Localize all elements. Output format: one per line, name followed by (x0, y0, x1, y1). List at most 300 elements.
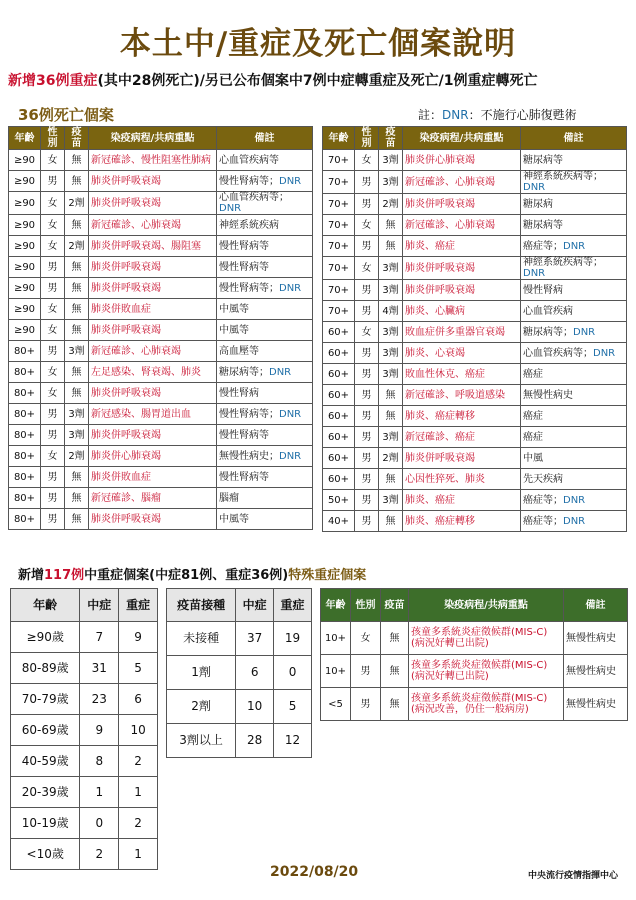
vaccine-cell: 3劑 (65, 341, 89, 362)
death-case-row (323, 469, 627, 490)
column-header: 備註 (217, 127, 313, 150)
remark-cell (217, 404, 313, 425)
page-subtitle (8, 70, 634, 90)
age-row (11, 622, 158, 653)
illness-cell: 新冠確診、心肺衰竭 (89, 215, 217, 236)
sex-cell: 男 (355, 171, 379, 194)
death-case-row (323, 343, 627, 364)
remark-text: 糖尿病等 (523, 219, 563, 231)
death-case-row (9, 320, 313, 341)
death-case-row (9, 383, 313, 404)
illness-cell: 肺炎、心衰竭 (403, 343, 521, 364)
column-header: 疫苗 (65, 127, 89, 150)
illness-cell: 肺炎併呼吸衰竭 (403, 194, 521, 215)
sex-cell: 男 (355, 469, 379, 490)
remark-cell (521, 385, 627, 406)
death-case-row (9, 341, 313, 362)
sex-cell: 男 (41, 509, 65, 530)
vaccine-cell: 無 (379, 215, 403, 236)
death-case-row (9, 171, 313, 192)
remark-cell (217, 446, 313, 467)
illness-cell: 心因性猝死、肺炎 (403, 469, 521, 490)
illness-cell: 肺炎併呼吸衰竭 (89, 509, 217, 530)
column-header: 中症 (236, 589, 274, 622)
sex-cell: 女 (355, 257, 379, 280)
remark-text: 癌症 (523, 410, 543, 422)
remark-cell (217, 488, 313, 509)
age-table-header (11, 589, 158, 622)
remark-text: 慢性腎病 (523, 284, 563, 296)
remark-text: 心血管疾病 (523, 305, 573, 317)
age-cell: ≥90 (9, 192, 41, 215)
deaths-header-row (323, 127, 627, 150)
vaccine-cell: 2劑 (379, 194, 403, 215)
death-case-row (323, 427, 627, 448)
age-cell: 70+ (323, 280, 355, 301)
vaccine-cell: 3劑 (379, 171, 403, 194)
vaccine-cell: 無 (65, 215, 89, 236)
vaccine-cell: 無 (65, 320, 89, 341)
remark-text: 慢性腎病等； (219, 282, 279, 294)
column-header: 年齡 (323, 127, 355, 150)
remark-text: 慢性腎病等 (219, 261, 269, 273)
age-cell: 60+ (323, 448, 355, 469)
deaths-section-title: 36例死亡個案 (18, 106, 114, 124)
column-header: 染疫病程/共病重點 (403, 127, 521, 150)
illness-cell: 孩童多系統炎症徵候群(MIS-C) (病況改善，仍住一般病房) (409, 688, 564, 721)
illness-cell: 新冠感染、腸胃道出血 (89, 404, 217, 425)
remark-text: 癌症等； (523, 494, 563, 506)
remark-cell (521, 511, 627, 532)
vaccine-cell: 無 (65, 171, 89, 192)
illness-cell: 肺炎併呼吸衰竭 (89, 192, 217, 215)
column-header: 備註 (521, 127, 627, 150)
age-cell: 60+ (323, 364, 355, 385)
age-cell: 80+ (9, 446, 41, 467)
illness-cell: 肺炎併呼吸衰竭 (89, 425, 217, 446)
sex-cell: 男 (351, 655, 381, 688)
sex-cell: 女 (41, 299, 65, 320)
table-cell: 60-69歲 (11, 715, 80, 746)
sex-cell: 男 (41, 171, 65, 192)
age-cell: 70+ (323, 215, 355, 236)
remark-text: 慢性腎病等； (219, 408, 279, 420)
mis-c-row (321, 688, 628, 721)
death-case-row (323, 215, 627, 236)
death-case-row (9, 509, 313, 530)
illness-cell: 肺炎、心臟病 (403, 301, 521, 322)
sex-cell: 女 (351, 622, 381, 655)
age-cell: 70+ (323, 194, 355, 215)
vaccine-cell: 無 (65, 362, 89, 383)
table-cell: 3劑以上 (167, 724, 236, 758)
death-case-row (323, 171, 627, 194)
age-cell: 60+ (323, 343, 355, 364)
sex-cell: 男 (355, 427, 379, 448)
remark-cell (521, 301, 627, 322)
table-cell: 6 (236, 656, 274, 690)
illness-cell: 肺炎併呼吸衰竭 (403, 280, 521, 301)
age-row (11, 653, 158, 684)
death-case-row (323, 511, 627, 532)
illness-cell: 孩童多系統炎症徵候群(MIS-C) (病況好轉已出院) (409, 622, 564, 655)
vaccine-cell: 無 (381, 622, 409, 655)
remark-cell (521, 364, 627, 385)
table-cell: 8 (80, 746, 119, 777)
remark-cell (521, 236, 627, 257)
remark-cell (521, 194, 627, 215)
vaccine-cell: 無 (379, 469, 403, 490)
death-case-row (9, 192, 313, 215)
sex-cell: 女 (355, 215, 379, 236)
death-case-row (9, 362, 313, 383)
mis-c-row (321, 622, 628, 655)
sex-cell: 男 (41, 488, 65, 509)
vaccine-cell: 無 (381, 655, 409, 688)
page-title: 本土中/重症及死亡個案說明 (119, 26, 517, 62)
death-case-row (323, 448, 627, 469)
death-case-row (323, 490, 627, 511)
dnr-label: DNR (279, 408, 302, 420)
death-case-row (9, 257, 313, 278)
sex-cell: 女 (41, 236, 65, 257)
age-cell: ≥90 (9, 150, 41, 171)
illness-cell: 新冠確診、心肺衰竭 (403, 171, 521, 194)
age-cell: 70+ (323, 150, 355, 171)
age-cell: ≥90 (9, 257, 41, 278)
vaccine-cell: 無 (381, 688, 409, 721)
remark-cell (217, 171, 313, 192)
remark-cell (521, 448, 627, 469)
illness-cell: 新冠確診、癌症 (403, 427, 521, 448)
sex-cell: 女 (41, 215, 65, 236)
death-case-row (9, 278, 313, 299)
age-cell: 80+ (9, 467, 41, 488)
vaccine-cell: 無 (379, 385, 403, 406)
age-row (11, 715, 158, 746)
remark-cell (521, 215, 627, 236)
deaths-table-right (322, 126, 627, 532)
age-cell: 70+ (323, 171, 355, 194)
vaccine-row (167, 690, 312, 724)
table-cell: 28 (236, 724, 274, 758)
age-cell: 80+ (9, 509, 41, 530)
death-case-row (9, 488, 313, 509)
age-cell: 80+ (9, 383, 41, 404)
sex-cell: 女 (41, 192, 65, 215)
table-cell: 10 (236, 690, 274, 724)
age-cell: 60+ (323, 469, 355, 490)
remark-cell (217, 278, 313, 299)
death-case-row (323, 150, 627, 171)
table-cell: 5 (119, 653, 158, 684)
dnr-label: DNR (279, 450, 302, 462)
sex-cell: 男 (355, 194, 379, 215)
dnr-label: DNR (563, 240, 586, 252)
note-prefix: 註： (418, 108, 443, 122)
illness-cell: 肺炎併敗血症 (89, 467, 217, 488)
remark-text: 心血管疾病等 (219, 154, 279, 166)
remark-text: 糖尿病等； (523, 326, 573, 338)
age-cell: ≥90 (9, 215, 41, 236)
vaccine-cell: 2劑 (379, 448, 403, 469)
note-dnr: DNR (442, 108, 469, 122)
age-cell: ≥90 (9, 278, 41, 299)
table-cell: 6 (119, 684, 158, 715)
column-header: 性別 (41, 127, 65, 150)
dnr-label: DNR (593, 347, 616, 359)
remark-cell (217, 320, 313, 341)
table-cell: 5 (274, 690, 312, 724)
remark-text: 無慢性病史 (523, 389, 573, 401)
sex-cell: 男 (355, 385, 379, 406)
remark-text: 慢性腎病等 (219, 429, 269, 441)
age-cell: 70+ (323, 257, 355, 280)
remark-text: 中風等 (219, 324, 249, 336)
sex-cell: 女 (41, 362, 65, 383)
dnr-label: DNR (279, 282, 302, 294)
sex-cell: 男 (355, 301, 379, 322)
illness-cell: 肺炎併呼吸衰竭 (89, 278, 217, 299)
illness-cell: 新冠確診、慢性阻塞性肺病 (89, 150, 217, 171)
age-cell: ≥90 (9, 171, 41, 192)
vaccine-cell: 無 (65, 488, 89, 509)
sex-cell: 男 (355, 511, 379, 532)
remark-cell (521, 427, 627, 448)
table-cell: 9 (119, 622, 158, 653)
remark-cell (217, 425, 313, 446)
remark-cell (217, 362, 313, 383)
deaths-header-row (9, 127, 313, 150)
vaccine-table-header (167, 589, 312, 622)
illness-cell: 肺炎、癌症轉移 (403, 511, 521, 532)
illness-cell: 肺炎併心肺衰竭 (89, 446, 217, 467)
remark-text: 慢性腎病等； (219, 175, 279, 187)
vaccine-cell: 無 (65, 509, 89, 530)
remark-cell: 無慢性病史 (564, 622, 628, 655)
dnr-label: DNR (523, 268, 546, 279)
death-case-row (9, 215, 313, 236)
age-cell: 50+ (323, 490, 355, 511)
table-cell: 2 (119, 746, 158, 777)
table-cell: 未接種 (167, 622, 236, 656)
sex-cell: 女 (41, 150, 65, 171)
illness-cell: 肺炎併呼吸衰竭 (89, 171, 217, 192)
dnr-label: DNR (269, 366, 292, 378)
age-cell: 10+ (321, 622, 351, 655)
column-header: 性別 (351, 589, 381, 622)
subtitle-highlight: 新增36例重症 (8, 73, 98, 89)
dnr-label: DNR (563, 494, 586, 506)
illness-cell: 新冠確診、腦瘤 (89, 488, 217, 509)
vaccine-row (167, 622, 312, 656)
remark-cell (521, 257, 627, 280)
table-cell: 1 (119, 839, 158, 870)
age-cell: 40+ (323, 511, 355, 532)
vaccine-cell: 3劑 (65, 404, 89, 425)
column-header: 重症 (274, 589, 312, 622)
remark-text: 中風等 (219, 513, 249, 525)
remark-text: 癌症等； (523, 240, 563, 252)
sex-cell: 男 (355, 236, 379, 257)
age-cell: 80+ (9, 362, 41, 383)
dnr-label: DNR (279, 175, 302, 187)
remark-cell: 無慢性病史 (564, 655, 628, 688)
remark-cell (217, 257, 313, 278)
mis-c-row (321, 655, 628, 688)
vaccine-cell: 無 (65, 278, 89, 299)
report-date: 2022/08/20 (270, 864, 359, 880)
sex-cell: 女 (355, 322, 379, 343)
vaccine-cell: 3劑 (379, 343, 403, 364)
table-cell: 80-89歲 (11, 653, 80, 684)
column-header: 年齡 (11, 589, 80, 622)
illness-cell: 敗血症併多重器官衰竭 (403, 322, 521, 343)
table-cell: 9 (80, 715, 119, 746)
death-case-row (323, 236, 627, 257)
sex-cell: 男 (41, 404, 65, 425)
sex-cell: 女 (41, 320, 65, 341)
remark-cell (217, 467, 313, 488)
dnr-label: DNR (573, 326, 596, 338)
remark-text: 慢性腎病等 (219, 471, 269, 483)
sex-cell: 女 (355, 150, 379, 171)
table-cell: 0 (80, 808, 119, 839)
age-row (11, 684, 158, 715)
vaccine-cell: 3劑 (379, 257, 403, 280)
table-cell: 12 (274, 724, 312, 758)
special-cases-label: 特殊重症個案 (288, 568, 367, 583)
remark-text: 神經系統疾病等； (523, 257, 603, 268)
column-header: 年齡 (9, 127, 41, 150)
age-cell: 80+ (9, 404, 41, 425)
illness-cell: 肺炎併呼吸衰竭 (403, 257, 521, 280)
remark-text: 糖尿病 (523, 198, 553, 210)
vaccine-cell: 無 (65, 257, 89, 278)
vaccine-cell: 2劑 (65, 446, 89, 467)
death-case-row (9, 425, 313, 446)
remark-cell (521, 490, 627, 511)
column-header: 備註 (564, 589, 628, 622)
sex-cell: 男 (355, 280, 379, 301)
age-cell: 70+ (323, 301, 355, 322)
remark-cell (521, 150, 627, 171)
table-cell: 10 (119, 715, 158, 746)
age-row (11, 746, 158, 777)
sex-cell: 男 (41, 278, 65, 299)
remark-text: 心血管疾病等； (219, 192, 289, 203)
vaccine-cell: 3劑 (379, 280, 403, 301)
remark-cell (521, 469, 627, 490)
illness-cell: 肺炎、癌症 (403, 490, 521, 511)
table-cell: 1劑 (167, 656, 236, 690)
remark-cell (217, 383, 313, 404)
vaccine-cell: 3劑 (379, 490, 403, 511)
column-header: 疫苗 (381, 589, 409, 622)
column-header: 染疫病程/共病重點 (409, 589, 564, 622)
table-cell: 37 (236, 622, 274, 656)
table-cell: ≥90歲 (11, 622, 80, 653)
illness-cell: 肺炎、癌症 (403, 236, 521, 257)
death-case-row (9, 404, 313, 425)
age-cell: 60+ (323, 427, 355, 448)
table-cell: 70-79歲 (11, 684, 80, 715)
table-cell: 0 (274, 656, 312, 690)
sex-cell: 男 (355, 406, 379, 427)
column-header: 疫苗接種 (167, 589, 236, 622)
table-cell: 10-19歲 (11, 808, 80, 839)
mis-c-table (320, 588, 628, 721)
table-cell: 2 (119, 808, 158, 839)
sex-cell: 男 (351, 688, 381, 721)
illness-cell: 肺炎併心肺衰竭 (403, 150, 521, 171)
vaccine-row (167, 656, 312, 690)
remark-text: 癌症 (523, 368, 543, 380)
mis-table-header (321, 589, 628, 622)
death-case-row (9, 150, 313, 171)
illness-cell: 孩童多系統炎症徵候群(MIS-C) (病況好轉已出院) (409, 655, 564, 688)
remark-text: 糖尿病等； (219, 366, 269, 378)
age-cell: 60+ (323, 322, 355, 343)
death-case-row (9, 467, 313, 488)
vaccine-cell: 3劑 (379, 427, 403, 448)
vaccine-cell: 3劑 (379, 322, 403, 343)
new-cases-count: 117例 (44, 568, 85, 583)
table-cell: 23 (80, 684, 119, 715)
table-cell: 40-59歲 (11, 746, 80, 777)
column-header: 染疫病程/共病重點 (89, 127, 217, 150)
vaccine-cell: 無 (379, 236, 403, 257)
remark-text: 中風 (523, 452, 543, 464)
age-cell: 70+ (323, 236, 355, 257)
death-case-row (323, 322, 627, 343)
illness-cell: 左足感染、腎衰竭、肺炎 (89, 362, 217, 383)
sex-cell: 女 (41, 383, 65, 404)
new-cases-title (18, 564, 366, 583)
table-cell: <10歲 (11, 839, 80, 870)
subtitle-rest: (其中28例死亡)/另已公布個案中7例中症轉重症及死亡/1例重症轉死亡 (97, 73, 538, 89)
vaccine-row (167, 724, 312, 758)
dnr-label: DNR (523, 182, 546, 193)
age-cell: 60+ (323, 385, 355, 406)
age-cell: ≥90 (9, 299, 41, 320)
table-cell: 20-39歲 (11, 777, 80, 808)
age-row (11, 777, 158, 808)
new-cases-prefix: 新增 (18, 568, 45, 583)
death-case-row (323, 301, 627, 322)
illness-cell: 肺炎併呼吸衰竭、腸阻塞 (89, 236, 217, 257)
death-case-row (9, 299, 313, 320)
death-case-row (323, 280, 627, 301)
sex-cell: 男 (355, 364, 379, 385)
illness-cell: 敗血性休克、癌症 (403, 364, 521, 385)
sex-cell: 男 (41, 257, 65, 278)
age-row (11, 839, 158, 870)
remark-text: 慢性腎病等 (219, 240, 269, 252)
vaccine-cell: 3劑 (65, 425, 89, 446)
column-header: 年齡 (321, 589, 351, 622)
remark-text: 中風等 (219, 303, 249, 315)
illness-cell: 肺炎併呼吸衰竭 (89, 257, 217, 278)
age-cell: ≥90 (9, 320, 41, 341)
remark-text: 心血管疾病等； (523, 347, 593, 359)
age-cell: <5 (321, 688, 351, 721)
remark-cell (521, 343, 627, 364)
vaccine-cell: 2劑 (65, 236, 89, 257)
dnr-label: DNR (563, 515, 586, 527)
remark-cell (521, 280, 627, 301)
death-case-row (323, 194, 627, 215)
